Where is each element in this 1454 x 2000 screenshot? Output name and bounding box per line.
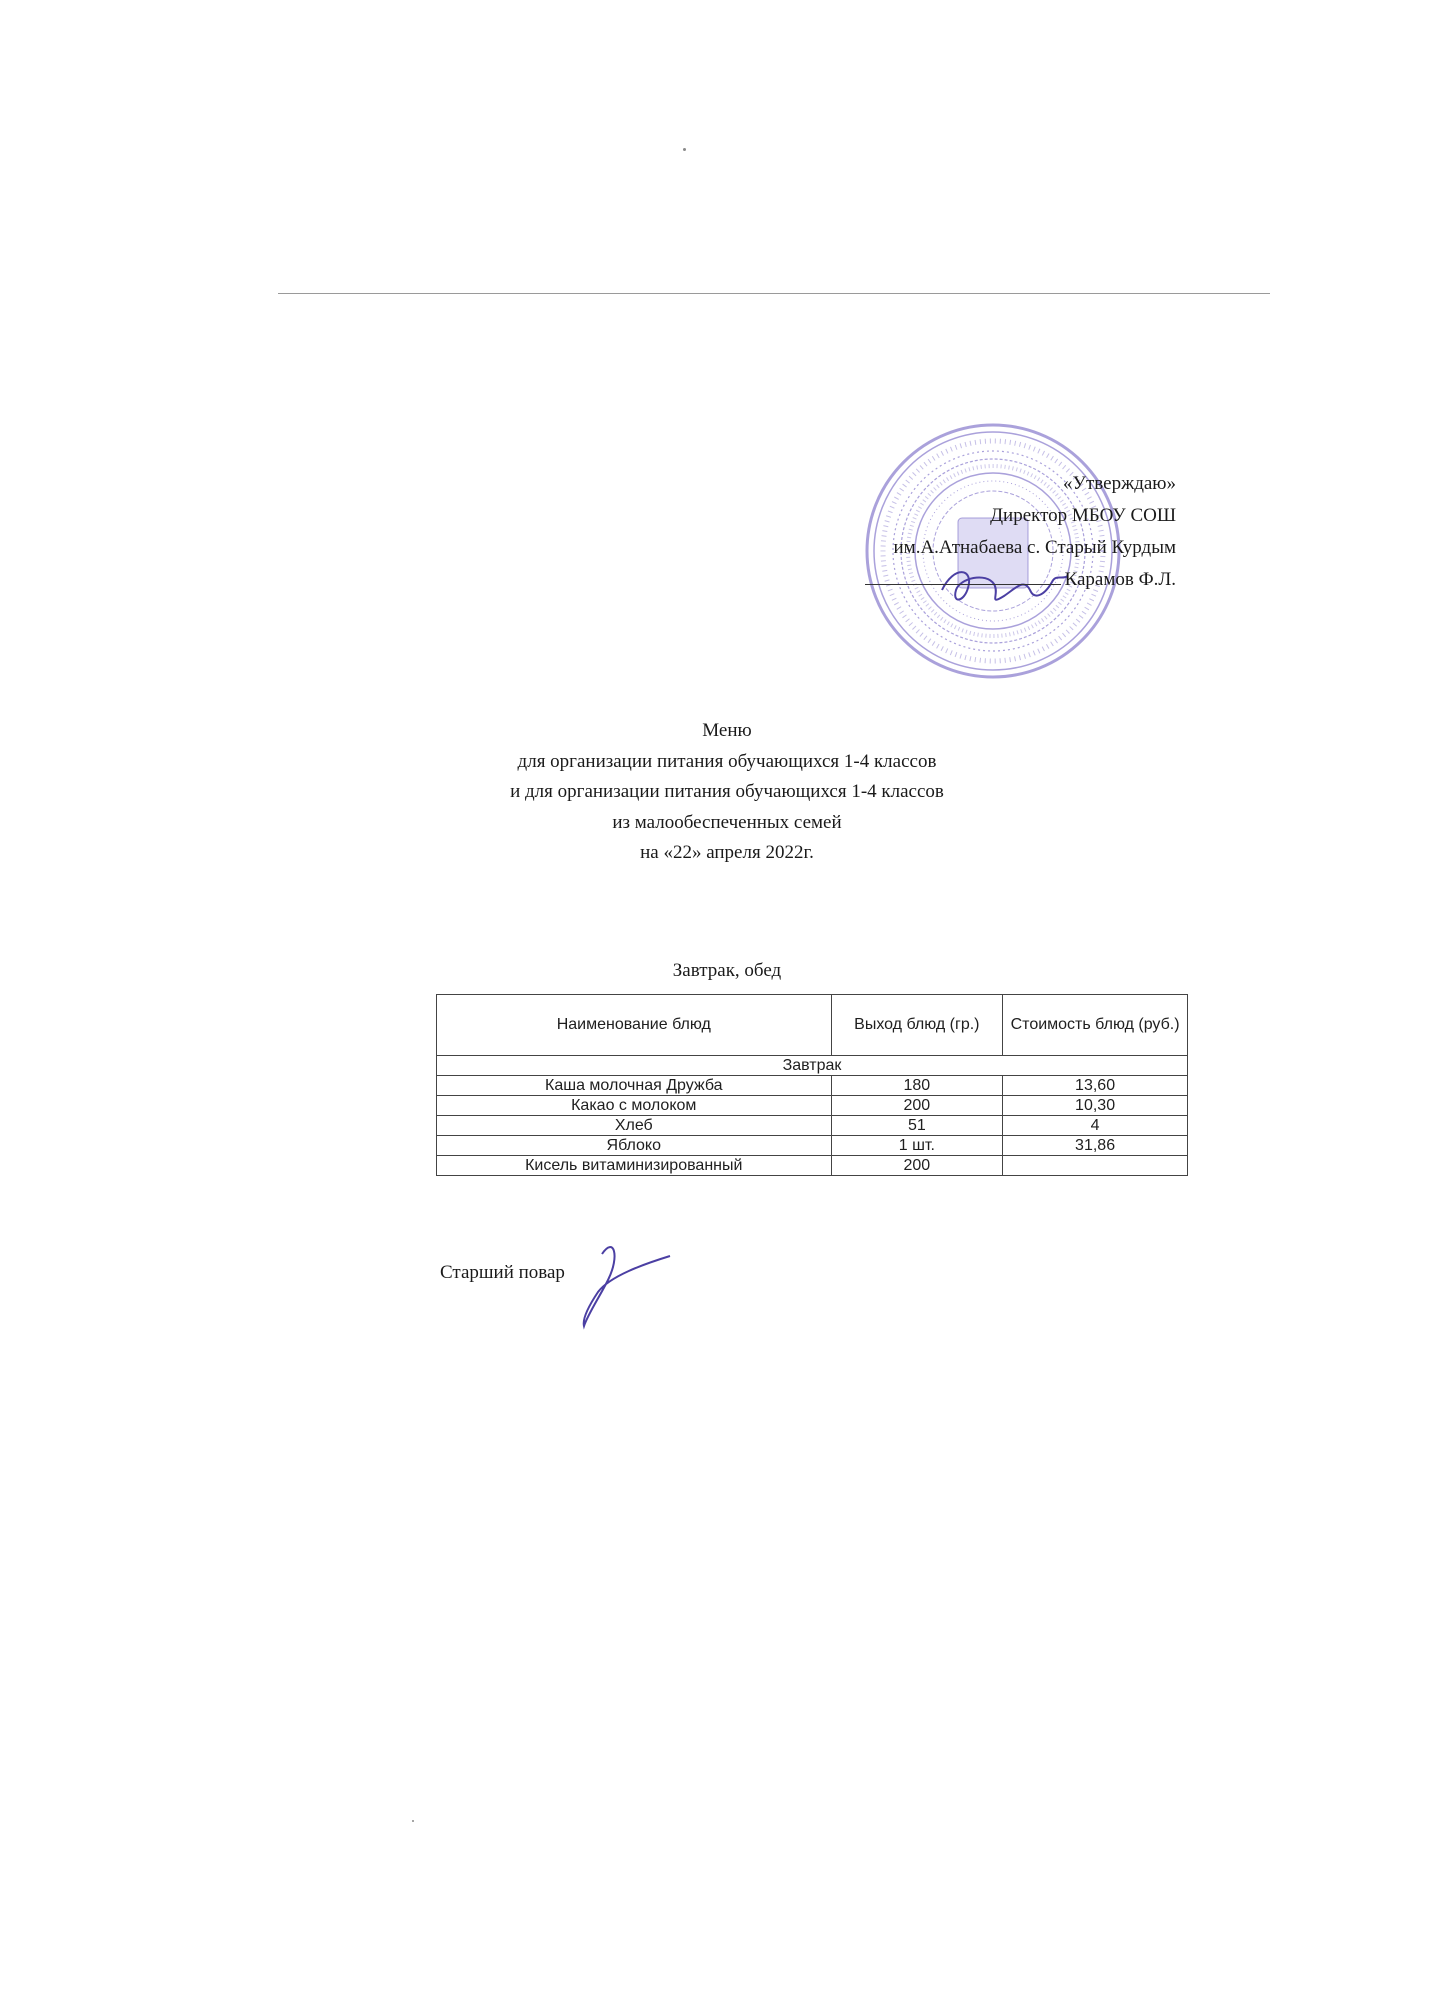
section-label: Завтрак — [437, 1056, 1188, 1076]
table-row — [437, 1116, 1188, 1136]
dish-name: Яблоко — [437, 1136, 832, 1156]
approval-block — [865, 468, 1176, 596]
table-row — [437, 1076, 1188, 1096]
table-row — [437, 1156, 1188, 1176]
dish-name: Кисель витаминизированный — [437, 1156, 832, 1176]
column-header: Выход блюд (гр.) — [831, 995, 1003, 1056]
column-header: Стоимость блюд (руб.) — [1003, 995, 1188, 1056]
signature-underline — [865, 570, 1061, 585]
approval-position: Директор МБОУ СОШ — [990, 505, 1176, 526]
heading-line: Меню — [702, 720, 752, 741]
scan-edge-line — [278, 293, 1270, 294]
heading-line: из малообеспеченных семей — [612, 811, 842, 833]
approval-name: Карамов Ф.Л. — [1064, 569, 1176, 590]
heading-date: на «22» апреля 2022г. — [640, 842, 814, 863]
chef-signature — [574, 1234, 674, 1330]
heading-line: и для организации питания обучающихся 1-4 классов — [510, 781, 944, 802]
approval-title: «Утверждаю» — [1063, 473, 1176, 494]
approval-school: им.А.Атнабаева с. Старый Курдым — [893, 537, 1176, 558]
dish-price: 31,86 — [1003, 1136, 1188, 1156]
menu-table — [436, 994, 1188, 1176]
dish-weight: 200 — [831, 1096, 1003, 1116]
table-header-row — [437, 995, 1188, 1056]
meal-type: Завтрак, обед — [672, 960, 782, 981]
dish-name: Каша молочная Дружба — [437, 1076, 832, 1096]
dish-name: Хлеб — [437, 1116, 832, 1136]
column-header: Наименование блюд — [437, 995, 832, 1056]
dish-price — [1003, 1156, 1188, 1176]
chef-label: Старший повар — [440, 1262, 565, 1283]
dish-price: 4 — [1003, 1116, 1188, 1136]
table-section-row — [437, 1056, 1188, 1076]
dish-weight: 51 — [831, 1116, 1003, 1136]
dish-weight: 200 — [831, 1156, 1003, 1176]
approval-signature-line — [865, 564, 1176, 596]
dish-price: 10,30 — [1003, 1096, 1188, 1116]
heading-line: для организации питания обучающихся 1-4 классов — [517, 750, 937, 772]
dish-weight: 1 шт. — [831, 1136, 1003, 1156]
table-row — [437, 1096, 1188, 1116]
dish-name: Какао с молоком — [437, 1096, 832, 1116]
document-heading — [0, 716, 1454, 869]
dish-weight: 180 — [831, 1076, 1003, 1096]
table-row — [437, 1136, 1188, 1156]
dish-price: 13,60 — [1003, 1076, 1188, 1096]
scan-speck — [683, 148, 686, 151]
scan-speck — [412, 1820, 414, 1822]
